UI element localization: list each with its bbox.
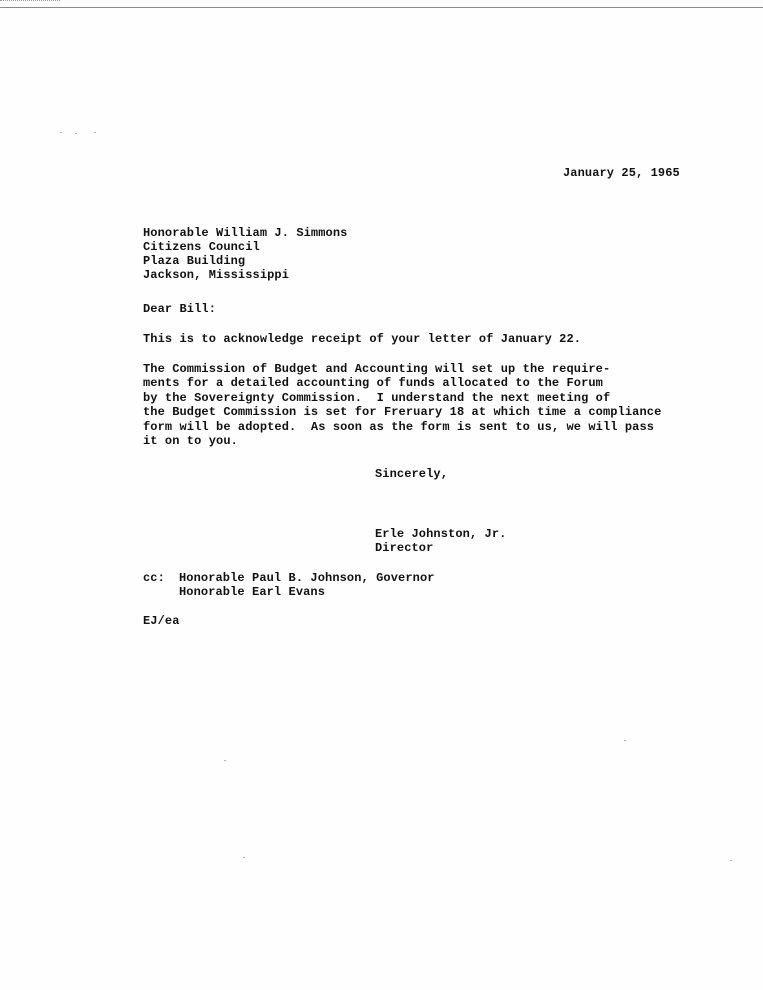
cc-recipient-1: Honorable Paul B. Johnson, Governor (179, 571, 435, 585)
paragraph-2-line-5: form will be adopted. As soon as the form is sent to us, we will pass (143, 420, 655, 434)
signer-title: Director (375, 541, 434, 555)
top-edge-rule (0, 7, 763, 8)
recipient-line-3: Plaza Building (143, 254, 246, 268)
recipient-line-1: Honorable William J. Simmons (143, 226, 348, 240)
recipient-line-4: Jackson, Mississippi (143, 268, 290, 282)
paragraph-2-line-3: by the Sovereignty Commission. I understand the next meeting of (143, 391, 611, 405)
paragraph-2-line-6: it on to you. (143, 434, 238, 448)
letter-date: January 25, 1965 (563, 166, 680, 180)
cc-recipient-2: Honorable Earl Evans (179, 585, 326, 599)
cc-label: cc: (143, 571, 165, 585)
paragraph-2-line-4: the Budget Commission is set for Freruary 18 at which time a compliance (143, 405, 662, 419)
typist-initials: EJ/ea (143, 614, 180, 628)
scan-speck (243, 857, 245, 858)
salutation: Dear Bill: (143, 302, 217, 316)
top-edge-dots (0, 0, 60, 4)
closing: Sincerely, (375, 467, 449, 481)
scan-speck (60, 132, 62, 133)
recipient-line-2: Citizens Council (143, 240, 260, 254)
scan-speck (624, 740, 626, 741)
scan-speck (730, 860, 732, 861)
paragraph-1: This is to acknowledge receipt of your letter of January 22. (143, 332, 582, 346)
scan-speck (75, 133, 77, 134)
paragraph-2-line-1: The Commission of Budget and Accounting will set up the require- (143, 362, 611, 376)
paragraph-2-line-2: ments for a detailed accounting of funds allocated to the Forum (143, 376, 603, 390)
signer-name: Erle Johnston, Jr. (375, 527, 507, 541)
scan-speck (224, 760, 226, 761)
scan-speck (94, 132, 96, 133)
